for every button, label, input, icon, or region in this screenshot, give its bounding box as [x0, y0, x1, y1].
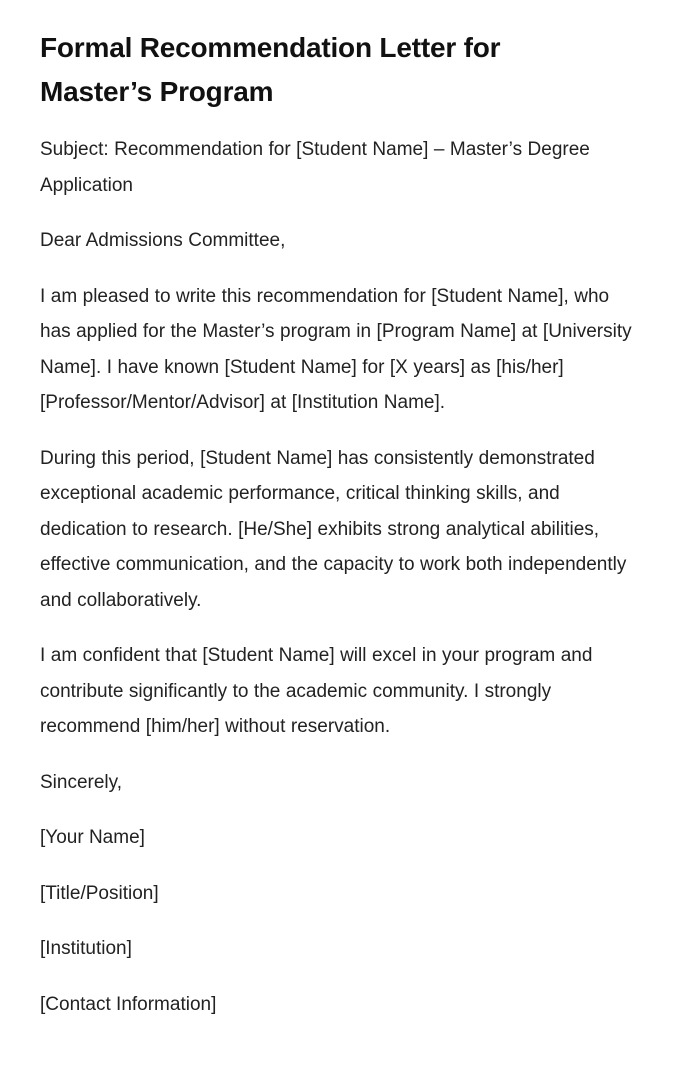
subject-line: Subject: Recommendation for [Student Name] – Master’s Degree Application: [40, 139, 590, 196]
signature-institution: [Institution]: [40, 938, 132, 959]
signature-contact: [Contact Information]: [40, 993, 217, 1015]
page-title: Formal Recommendation Letter for Master’s Program: [40, 32, 501, 107]
signature-name: [Your Name]: [40, 827, 145, 848]
body-paragraph-2: During this period, [Student Name] has consistently demonstrated exceptional academic performance, critical thinking skills, and dedication to research. [He/She] exhibits strong analytical abilities, effective communication, and the capacity to work both independently and collaboratively.: [40, 447, 627, 611]
body-paragraph-1: I am pleased to write this recommendation for [Student Name], who has applied for the Master’s program in [Program Name] at [University Name]. I have known [Student Name] for [X years] as [his/her] [Professor/Mentor/Advisor] at [Institution Name].: [40, 285, 632, 413]
salutation: Dear Admissions Committee,: [40, 230, 286, 251]
body-paragraph-3: I am confident that [Student Name] will excel in your program and contribute significantly to the academic community. I strongly recommend [him/her] without reservation.: [40, 645, 593, 737]
signature-title: [Title/Position]: [40, 882, 159, 904]
closing: Sincerely,: [40, 771, 123, 793]
